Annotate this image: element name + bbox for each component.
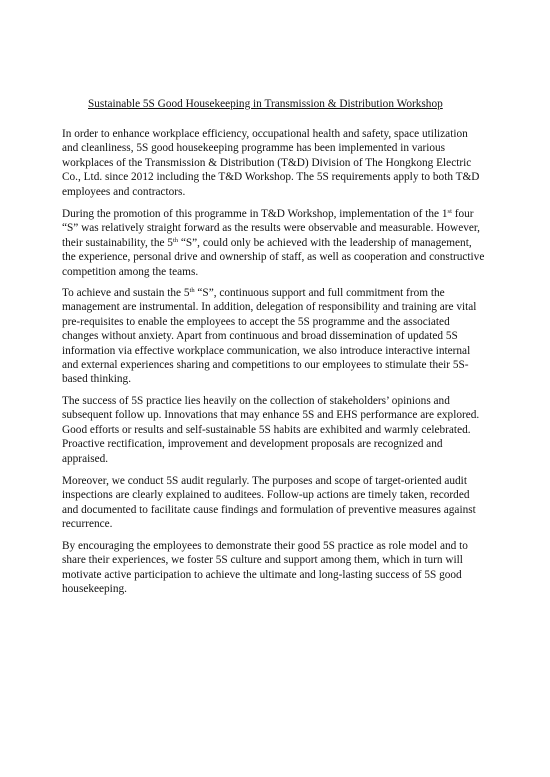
text-segment: “S”, continuous support and full commitment from the bbox=[194, 287, 445, 299]
text-line: appraised. bbox=[62, 452, 109, 465]
text-line: changes without anxiety. Apart from continuous and broad dissemination of updated 5S bbox=[62, 330, 458, 343]
text-line: Moreover, we conduct 5S audit regularly. The purposes and scope of target-oriented audit bbox=[62, 475, 467, 487]
paragraph-2 bbox=[62, 207, 502, 279]
text-line: Co., Ltd. since 2012 including the T&D Workshop. The 5S requirements apply to both T&D bbox=[62, 171, 480, 184]
text-line: “S” was relatively straight forward as the results were observable and measurable. However, bbox=[62, 222, 481, 235]
text-line: management are instrumental. In addition, delegation of responsibility and training are vital bbox=[62, 301, 477, 314]
text-segment: During the promotion of this programme in T&D Workshop, implementation of the 1 bbox=[62, 208, 448, 220]
text-line: and documented to facilitate cause findings and formulation of preventive measures against bbox=[62, 503, 476, 516]
text-segment: their sustainability, the 5 bbox=[62, 236, 173, 249]
text-line: motivate active participation to achieve the ultimate and long-lasting success of 5S good bbox=[62, 568, 462, 581]
text-line: and external experiences sharing and competitions to our employees to stimulate their 5S- bbox=[62, 359, 469, 372]
text-line: The success of 5S practice lies heavily on the collection of stakeholders’ opinions and bbox=[62, 395, 450, 407]
text-line bbox=[62, 236, 502, 250]
paragraph-1 bbox=[62, 127, 502, 199]
text-line: subsequent follow up. Innovations that may enhance 5S and EHS performance are explored. bbox=[62, 409, 480, 422]
text-line: share their experiences, we foster 5S culture and support among them, which in turn will bbox=[62, 554, 463, 567]
text-line bbox=[62, 207, 502, 221]
text-line: In order to enhance workplace efficiency, occupational health and safety, space utilization bbox=[62, 128, 468, 140]
text-line: employees and contractors. bbox=[62, 185, 186, 198]
text-line: recurrence. bbox=[62, 518, 113, 531]
text-line: housekeeping. bbox=[62, 583, 127, 596]
text-line: pre-requisites to enable the employees to accept the 5S programme and the associated bbox=[62, 315, 450, 328]
text-line: competition among the teams. bbox=[62, 265, 199, 278]
paragraph-5 bbox=[62, 474, 502, 532]
text-line: Proactive rectification, improvement and development proposals are recognized and bbox=[62, 438, 443, 451]
text-line bbox=[62, 286, 502, 300]
paragraph-6 bbox=[62, 539, 502, 597]
text-line: information via effective workplace communication, we also introduce interactive internal bbox=[62, 344, 471, 357]
paragraph-3 bbox=[62, 286, 502, 387]
text-line: based thinking. bbox=[62, 373, 132, 386]
text-line: workplaces of the Transmission & Distribution (T&D) Division of The Hongkong Electric bbox=[62, 156, 472, 169]
text-line: Good efforts or results and self-sustainable 5S habits are exhibited and warmly celebrated. bbox=[62, 423, 471, 436]
text-segment: To achieve and sustain the 5 bbox=[62, 287, 190, 299]
paragraph-4 bbox=[62, 394, 502, 466]
document-title: Sustainable 5S Good Housekeeping in Transmission & Distribution Workshop bbox=[88, 98, 443, 110]
ordinal-suffix: th bbox=[189, 287, 195, 294]
ordinal-suffix: th bbox=[172, 236, 179, 244]
text-segment: “S”, could only be achieved with the leadership of management, bbox=[178, 236, 472, 249]
text-line: By encouraging the employees to demonstrate their good 5S practice as role model and to bbox=[62, 540, 468, 552]
text-segment: four bbox=[451, 208, 474, 220]
text-line: and cleanliness, 5S good housekeeping programme has been implemented in various bbox=[62, 142, 446, 155]
text-line: the experience, personal drive and ownership of staff, as well as cooperation and constructive bbox=[62, 251, 485, 264]
text-line: inspections are clearly explained to auditees. Follow-up actions are timely taken, recorded bbox=[62, 489, 470, 502]
ordinal-suffix: st bbox=[447, 208, 452, 215]
